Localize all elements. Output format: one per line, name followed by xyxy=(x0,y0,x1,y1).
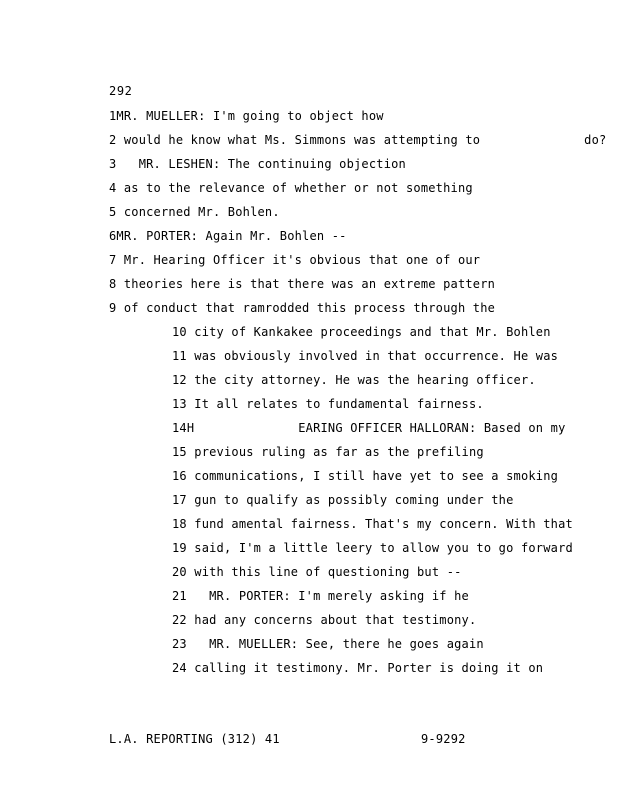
footer-reporter: L.A. REPORTING (312) 41 xyxy=(109,732,280,746)
transcript-line-17: 17 gun to qualify as possibly coming under the xyxy=(172,493,514,507)
transcript-line-14: 14H EARING OFFICER HALLORAN: Based on my xyxy=(172,421,566,435)
transcript-line-9: 9 of conduct that ramrodded this process through the xyxy=(109,301,496,315)
transcript-line-3: 3 MR. LESHEN: The continuing objection xyxy=(109,157,406,171)
transcript-line-15: 15 previous ruling as far as the prefiling xyxy=(172,445,484,459)
transcript-line-7: 7 Mr. Hearing Officer it's obvious that one of our xyxy=(109,253,481,267)
transcript-line-18: 18 fund amental fairness. That's my concern. With that xyxy=(172,517,573,531)
transcript-line-2: 2 would he know what Ms. Simmons was attempting to do? xyxy=(109,133,607,147)
transcript-line-21: 21 MR. PORTER: I'm merely asking if he xyxy=(172,589,469,603)
transcript-line-22: 22 had any concerns about that testimony. xyxy=(172,613,477,627)
transcript-line-12: 12 the city attorney. He was the hearing officer. xyxy=(172,373,536,387)
footer-phone: 9-9292 xyxy=(421,732,466,746)
transcript-line-24: 24 calling it testimony. Mr. Porter is doing it on xyxy=(172,661,544,675)
page-number: 292 xyxy=(109,84,133,98)
transcript-line-16: 16 communications, I still have yet to see a smoking xyxy=(172,469,559,483)
transcript-line-6: 6MR. PORTER: Again Mr. Bohlen -- xyxy=(109,229,347,243)
transcript-line-5: 5 concerned Mr. Bohlen. xyxy=(109,205,280,219)
transcript-line-4: 4 as to the relevance of whether or not something xyxy=(109,181,473,195)
transcript-line-1: 1MR. MUELLER: I'm going to object how xyxy=(109,109,384,123)
transcript-line-8: 8 theories here is that there was an extreme pattern xyxy=(109,277,496,291)
transcript-line-11: 11 was obviously involved in that occurrence. He was xyxy=(172,349,559,363)
transcript-line-13: 13 It all relates to fundamental fairness. xyxy=(172,397,484,411)
transcript-line-10: 10 city of Kankakee proceedings and that Mr. Bohlen xyxy=(172,325,551,339)
transcript-line-23: 23 MR. MUELLER: See, there he goes again xyxy=(172,637,484,651)
transcript-line-20: 20 with this line of questioning but -- xyxy=(172,565,462,579)
transcript-line-19: 19 said, I'm a little leery to allow you to go forward xyxy=(172,541,573,555)
